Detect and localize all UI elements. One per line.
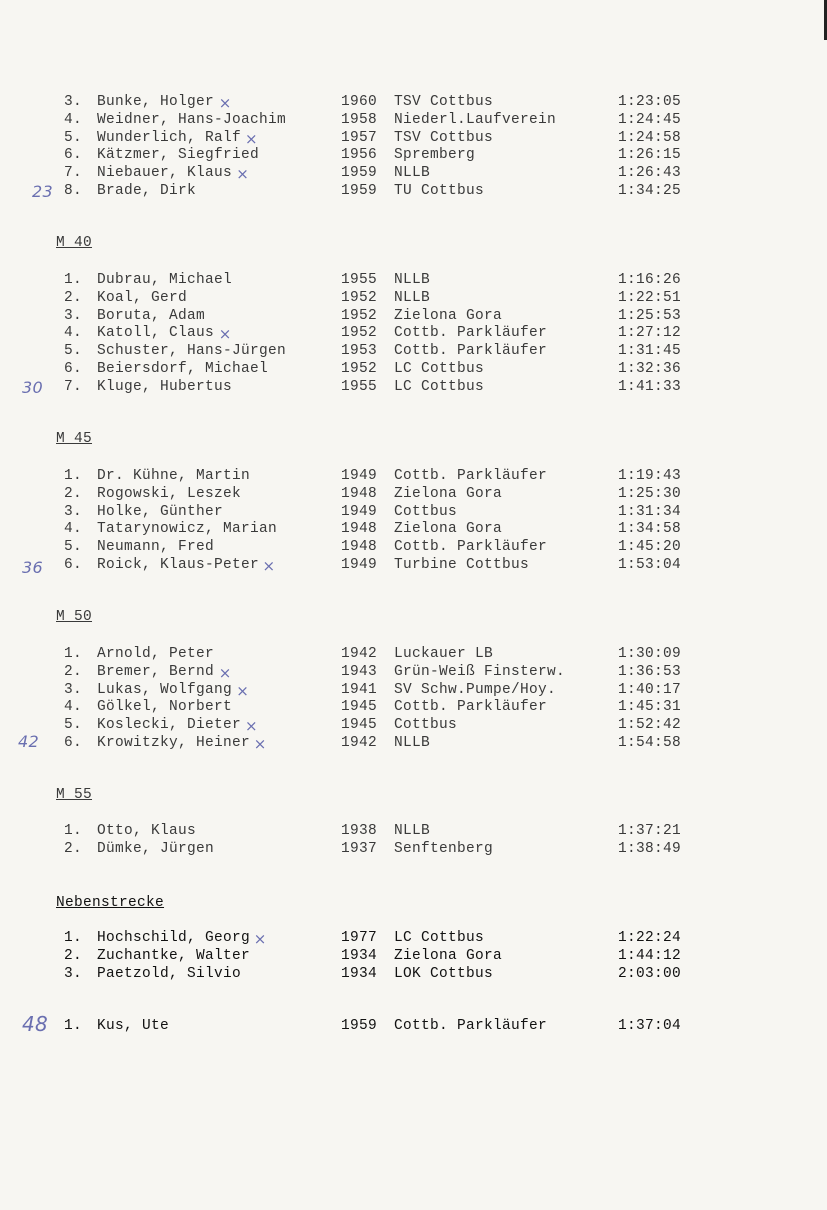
athlete-name: Rogowski, Leszek	[97, 485, 242, 502]
club: Cottbus	[394, 717, 458, 734]
birth-year: 1959	[341, 165, 378, 182]
rank: 2.	[64, 663, 83, 680]
finish-time: 1:37:21	[618, 823, 682, 839]
result-row	[0, 485, 827, 503]
birth-year: 1958	[341, 111, 378, 128]
rank: 3.	[64, 681, 83, 698]
result-row	[0, 342, 827, 360]
finish-time: 1:52:42	[618, 717, 682, 734]
birth-year: 1955	[341, 378, 378, 395]
handwritten-x-mark: ×	[245, 717, 258, 736]
athlete-name: Arnold, Peter	[97, 646, 215, 662]
finish-time: 1:31:45	[618, 343, 682, 360]
club: Cottb. Parkläufer	[394, 539, 548, 556]
athlete-name: Brade, Dirk	[97, 183, 197, 199]
club: TSV Cottbus	[394, 94, 494, 110]
result-row	[0, 271, 827, 289]
club: NLLB	[394, 289, 431, 306]
result-row	[0, 289, 827, 307]
birth-year: 1960	[341, 94, 378, 110]
heading-m50: M 50	[56, 609, 93, 625]
result-row	[0, 111, 827, 129]
birth-year: 1955	[341, 272, 378, 288]
result-row	[0, 467, 827, 485]
club: Cottb. Parkläufer	[394, 699, 548, 716]
athlete-name: Dubrau, Michael	[97, 272, 233, 288]
rank: 1.	[64, 468, 83, 484]
finish-time: 1:22:24	[618, 930, 682, 946]
birth-year: 1934	[341, 965, 378, 982]
birth-year: 1952	[341, 325, 378, 342]
rank: 6.	[64, 361, 83, 377]
result-row	[0, 146, 827, 164]
finish-time: 1:16:26	[618, 272, 682, 288]
heading-m40: M 40	[56, 235, 93, 251]
club: Niederl.Laufverein	[394, 111, 557, 128]
rank: 1.	[64, 823, 83, 839]
athlete-name: Bunke, Holger	[97, 94, 215, 110]
birth-year: 1945	[341, 717, 378, 734]
athlete-name: Zuchantke, Walter	[97, 947, 251, 964]
birth-year: 1942	[341, 735, 378, 751]
result-row	[0, 93, 827, 111]
birth-year: 1959	[341, 1018, 378, 1034]
birth-year: 1942	[341, 646, 378, 662]
athlete-name: Dümke, Jürgen	[97, 840, 215, 857]
birth-year: 1948	[341, 485, 378, 502]
result-row	[0, 965, 827, 983]
club: TSV Cottbus	[394, 129, 494, 146]
athlete-name: Beiersdorf, Michael	[97, 361, 269, 377]
women-result-row	[0, 1017, 827, 1035]
finish-time: 1:24:45	[618, 111, 682, 128]
rank: 2.	[64, 840, 83, 857]
birth-year: 1949	[341, 503, 378, 520]
handwritten-note-48: 48	[22, 1012, 49, 1036]
club: NLLB	[394, 165, 431, 182]
rank: 1.	[64, 272, 83, 288]
rank: 8.	[64, 183, 83, 199]
rank: 1.	[64, 1018, 83, 1034]
club: SV Schw.Pumpe/Hoy.	[394, 681, 557, 698]
result-row	[0, 840, 827, 858]
rank: 1.	[64, 930, 83, 946]
athlete-name: Lukas, Wolfgang	[97, 681, 233, 698]
rank: 4.	[64, 699, 83, 716]
handwritten-note-42: 42	[18, 732, 39, 751]
birth-year: 1934	[341, 947, 378, 964]
rank: 3.	[64, 503, 83, 520]
handwritten-note-23: 23	[32, 182, 53, 201]
birth-year: 1943	[341, 663, 378, 680]
finish-time: 2:03:00	[618, 965, 682, 982]
heading-nebenstrecke: Nebenstrecke	[56, 895, 165, 911]
finish-time: 1:45:31	[618, 699, 682, 716]
finish-time: 1:25:53	[618, 307, 682, 324]
finish-time: 1:37:04	[618, 1018, 682, 1034]
result-row	[0, 538, 827, 556]
rank: 7.	[64, 165, 83, 182]
finish-time: 1:41:33	[618, 378, 682, 395]
handwritten-x-mark: ×	[218, 325, 232, 344]
finish-time: 1:24:58	[618, 129, 682, 146]
birth-year: 1941	[341, 681, 378, 698]
finish-time: 1:26:15	[618, 147, 682, 164]
club: LC Cottbus	[394, 930, 485, 946]
rank: 2.	[64, 289, 83, 306]
handwritten-x-mark: ×	[236, 681, 250, 700]
result-row	[0, 556, 827, 574]
club: Zielona Gora	[394, 307, 503, 324]
rank: 3.	[64, 965, 83, 982]
rank: 2.	[64, 947, 83, 964]
club: Zielona Gora	[394, 521, 503, 538]
rank: 6.	[64, 557, 83, 573]
heading-m45: M 45	[56, 431, 93, 447]
athlete-name: Kluge, Hubertus	[97, 378, 233, 395]
result-row	[0, 307, 827, 325]
handwritten-x-mark: ×	[218, 94, 232, 112]
result-row	[0, 947, 827, 965]
finish-time: 1:19:43	[618, 468, 682, 484]
club: Cottb. Parkläufer	[394, 343, 548, 360]
birth-year: 1949	[341, 468, 378, 484]
rank: 6.	[64, 147, 83, 164]
athlete-name: Krowitzky, Heiner	[97, 735, 251, 751]
birth-year: 1937	[341, 840, 378, 857]
club: NLLB	[394, 272, 431, 288]
result-row	[0, 645, 827, 663]
finish-time: 1:38:49	[618, 840, 682, 857]
club: Zielona Gora	[394, 947, 503, 964]
birth-year: 1959	[341, 183, 378, 199]
athlete-name: Koslecki, Dieter	[97, 717, 242, 734]
birth-year: 1948	[341, 521, 378, 538]
athlete-name: Roick, Klaus-Peter	[97, 557, 260, 573]
handwritten-x-mark: ×	[262, 557, 276, 575]
birth-year: 1953	[341, 343, 378, 360]
rank: 3.	[64, 94, 83, 110]
club: Luckauer LB	[394, 646, 494, 662]
club: Turbine Cottbus	[394, 557, 530, 573]
birth-year: 1952	[341, 289, 378, 306]
athlete-name: Neumann, Fred	[97, 539, 215, 556]
finish-time: 1:25:30	[618, 485, 682, 502]
finish-time: 1:30:09	[618, 646, 682, 662]
result-row	[0, 129, 827, 147]
handwritten-x-mark: ×	[236, 165, 250, 184]
club: LC Cottbus	[394, 361, 485, 377]
rank: 4.	[64, 111, 83, 128]
result-row	[0, 663, 827, 681]
athlete-name: Koal, Gerd	[97, 289, 188, 306]
rank: 5.	[64, 717, 83, 734]
birth-year: 1952	[341, 307, 378, 324]
finish-time: 1:26:43	[618, 165, 682, 182]
athlete-name: Kätzmer, Siegfried	[97, 147, 260, 164]
finish-time: 1:36:53	[618, 663, 682, 680]
club: Grün-Weiß Finsterw.	[394, 663, 566, 680]
finish-time: 1:22:51	[618, 289, 682, 306]
result-row	[0, 324, 827, 342]
finish-time: 1:40:17	[618, 681, 682, 698]
finish-time: 1:27:12	[618, 325, 682, 342]
rank: 1.	[64, 646, 83, 662]
club: TU Cottbus	[394, 183, 485, 199]
birth-year: 1977	[341, 930, 378, 946]
result-row	[0, 360, 827, 378]
finish-time: 1:23:05	[618, 94, 682, 110]
handwritten-note-30: 30	[22, 378, 43, 397]
birth-year: 1952	[341, 361, 378, 377]
rank: 2.	[64, 485, 83, 502]
rank: 4.	[64, 521, 83, 538]
handwritten-x-mark: ×	[245, 129, 258, 148]
handwritten-x-mark: ×	[218, 663, 232, 682]
athlete-name: Niebauer, Klaus	[97, 165, 233, 182]
result-row	[0, 503, 827, 521]
result-row	[0, 698, 827, 716]
athlete-name: Weidner, Hans-Joachim	[97, 111, 287, 128]
result-row	[0, 378, 827, 396]
heading-m55: M 55	[56, 787, 93, 803]
rank: 5.	[64, 129, 83, 146]
birth-year: 1956	[341, 147, 378, 164]
rank: 7.	[64, 378, 83, 395]
finish-time: 1:34:58	[618, 521, 682, 538]
athlete-name: Otto, Klaus	[97, 823, 197, 839]
club: Cottb. Parkläufer	[394, 325, 548, 342]
club: Cottb. Parkläufer	[394, 468, 548, 484]
club: NLLB	[394, 823, 431, 839]
athlete-name: Schuster, Hans-Jürgen	[97, 343, 287, 360]
athlete-name: Dr. Kühne, Martin	[97, 468, 251, 484]
finish-time: 1:45:20	[618, 539, 682, 556]
athlete-name: Tatarynowicz, Marian	[97, 521, 278, 538]
handwritten-x-mark: ×	[253, 735, 267, 753]
club: Spremberg	[394, 147, 476, 164]
finish-time: 1:31:34	[618, 503, 682, 520]
handwritten-x-mark: ×	[253, 930, 267, 948]
athlete-name: Wunderlich, Ralf	[97, 129, 242, 146]
club: LOK Cottbus	[394, 965, 494, 982]
result-row	[0, 182, 827, 200]
athlete-name: Bremer, Bernd	[97, 663, 215, 680]
birth-year: 1938	[341, 823, 378, 839]
birth-year: 1948	[341, 539, 378, 556]
result-row	[0, 681, 827, 699]
result-row	[0, 164, 827, 182]
athlete-name: Katoll, Claus	[97, 325, 215, 342]
finish-time: 1:53:04	[618, 557, 682, 573]
result-row	[0, 520, 827, 538]
club: Senftenberg	[394, 840, 494, 857]
athlete-name: Hochschild, Georg	[97, 930, 251, 946]
handwritten-note-36: 36	[22, 558, 43, 577]
athlete-name: Boruta, Adam	[97, 307, 206, 324]
birth-year: 1957	[341, 129, 378, 146]
rank: 5.	[64, 343, 83, 360]
athlete-name: Gölkel, Norbert	[97, 699, 233, 716]
rank: 6.	[64, 735, 83, 751]
club: Cottb. Parkläufer	[394, 1018, 548, 1034]
finish-time: 1:32:36	[618, 361, 682, 377]
club: NLLB	[394, 735, 431, 751]
athlete-name: Paetzold, Silvio	[97, 965, 242, 982]
result-row	[0, 734, 827, 752]
athlete-name: Kus, Ute	[97, 1018, 170, 1034]
club: Zielona Gora	[394, 485, 503, 502]
club: LC Cottbus	[394, 378, 485, 395]
birth-year: 1945	[341, 699, 378, 716]
athlete-name: Holke, Günther	[97, 503, 224, 520]
rank: 4.	[64, 325, 83, 342]
result-row	[0, 822, 827, 840]
finish-time: 1:44:12	[618, 947, 682, 964]
finish-time: 1:54:58	[618, 735, 682, 751]
club: Cottbus	[394, 503, 458, 520]
birth-year: 1949	[341, 557, 378, 573]
result-row	[0, 716, 827, 734]
rank: 5.	[64, 539, 83, 556]
result-row	[0, 929, 827, 947]
finish-time: 1:34:25	[618, 183, 682, 199]
rank: 3.	[64, 307, 83, 324]
